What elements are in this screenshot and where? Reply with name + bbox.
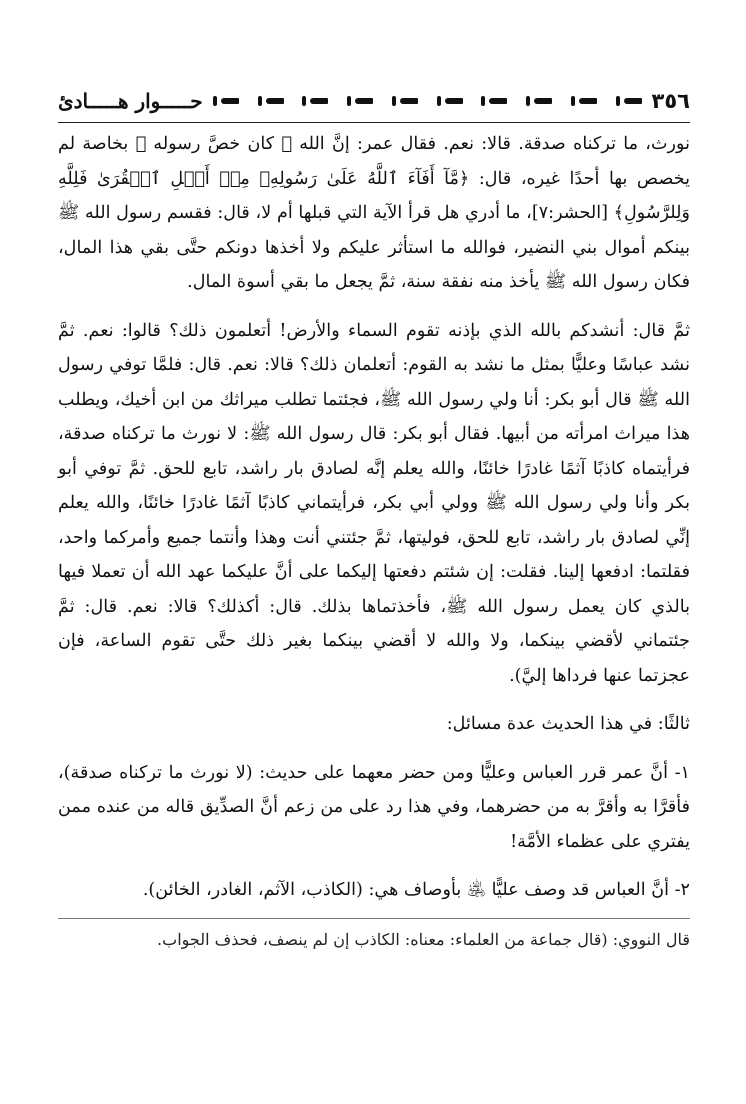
issue-1: ١- أنَّ عمر قرر العباس وعليًّا ومن حضر معهما على حديث: (لا نورث ما تركناه صدقة)، فأقرَّا به وأقرَّ به من حضرهما، وفي هذا رد على من زعم أنَّ الصدِّيق قاله من عنده ممن يفتري على عظماء الأمَّة! [58, 762, 690, 852]
header-rule [58, 122, 690, 123]
issue-2: ٢- أنَّ العباس قد وصف عليًّا ﵁ بأوصاف هي: (الكاذب، الآثم، الغادر، الخائن). [142, 880, 690, 900]
running-header [58, 82, 690, 120]
footnote: قال النووي: (قال جماعة من العلماء: معناه: الكاذب إن لم ينصف، فحذف الجواب. [157, 929, 690, 949]
footnote-separator [58, 918, 690, 919]
paragraph-hadith-part2: ثمَّ قال: أنشدكم بالله الذي بإذنه تقوم السماء والأرض! أتعلمون ذلك؟ قالوا: نعم. ثمَّ نشد عباسًا وعليًّا بمثل ما نشد به القوم: أتعلمان ذلك؟ قالا: نعم. قال: فلمَّا توفي رسول الله ﷺ قال أبو بكر: أنا ولي رسول الله ﷺ، فجئتما تطلب ميراثك من ابن أخيك، ويطلب هذا ميراث امرأته من أبيها. فقال أبو بكر: قال رسول الله ﷺ: لا نورث ما تركناه صدقة، فرأيتماه كاذبًا آثمًا غادرًا خائنًا، والله يعلم إنَّه لصادق بار راشد، تابع للحق. ثمَّ توفي أبو بكر وأنا ولي رسول الله ﷺ وولي أبي بكر، فرأيتماني كاذبًا آثمًا غادرًا خائنًا، والله يعلم إنِّي لصادق بار راشد، تابع للحق، فوليتها، ثمَّ جئتني أنت وهذا وأنتما جميع وأمركما واحد، فقلتما: ادفعها إلينا. فقلت: إن شئتم دفعتها إليكما على أنَّ عليكما عهد الله أن تعملا فيها بالذي كان يعمل رسول الله ﷺ، فأخذتماها بذلك. قال: أكذلك؟ قالا: نعم. قال: ثمَّ جئتماني لأقضي بينكما، ولا والله لا أقضي بينكما بغير ذلك حتَّى تقوم الساعة، فإن عجزتما عنها فرداها إليَّ). [58, 320, 690, 686]
book-title: حـــــوار هـــــادئ [58, 89, 203, 113]
page-body [58, 82, 690, 955]
section-heading-third: ثالثًا: في هذا الحديث عدة مسائل: [446, 714, 690, 734]
page-number: ٣٥٦ [651, 89, 690, 113]
header-ornament [213, 94, 642, 108]
paragraph-hadith-part1: نورث، ما تركناه صدقة. قالا: نعم. فقال عمر: إنَّ الله ﷻ كان خصَّ رسوله ﷺ بخاصة لم يخصص بها أحدًا غيره، قال: ﴿مَّآ أَفَآءَ ٱللَّهُ عَلَىٰ رَسُولِهِۦ مِنۡ أَهۡلِ ٱلۡقُرَىٰ فَلِلَّهِ وَلِلرَّسُولِ﴾ [الحشر:٧]، ما أدري هل قرأ الآية التي قبلها أم لا، قال: فقسم رسول الله ﷺ بينكم أموال بني النضير، فوالله ما استأثر عليكم ولا أخذها دونكم حتَّى بقي هذا المال، فكان رسول الله ﷺ يأخذ منه نفقة سنة، ثمَّ يجعل ما بقي أسوة المال. [58, 134, 690, 292]
